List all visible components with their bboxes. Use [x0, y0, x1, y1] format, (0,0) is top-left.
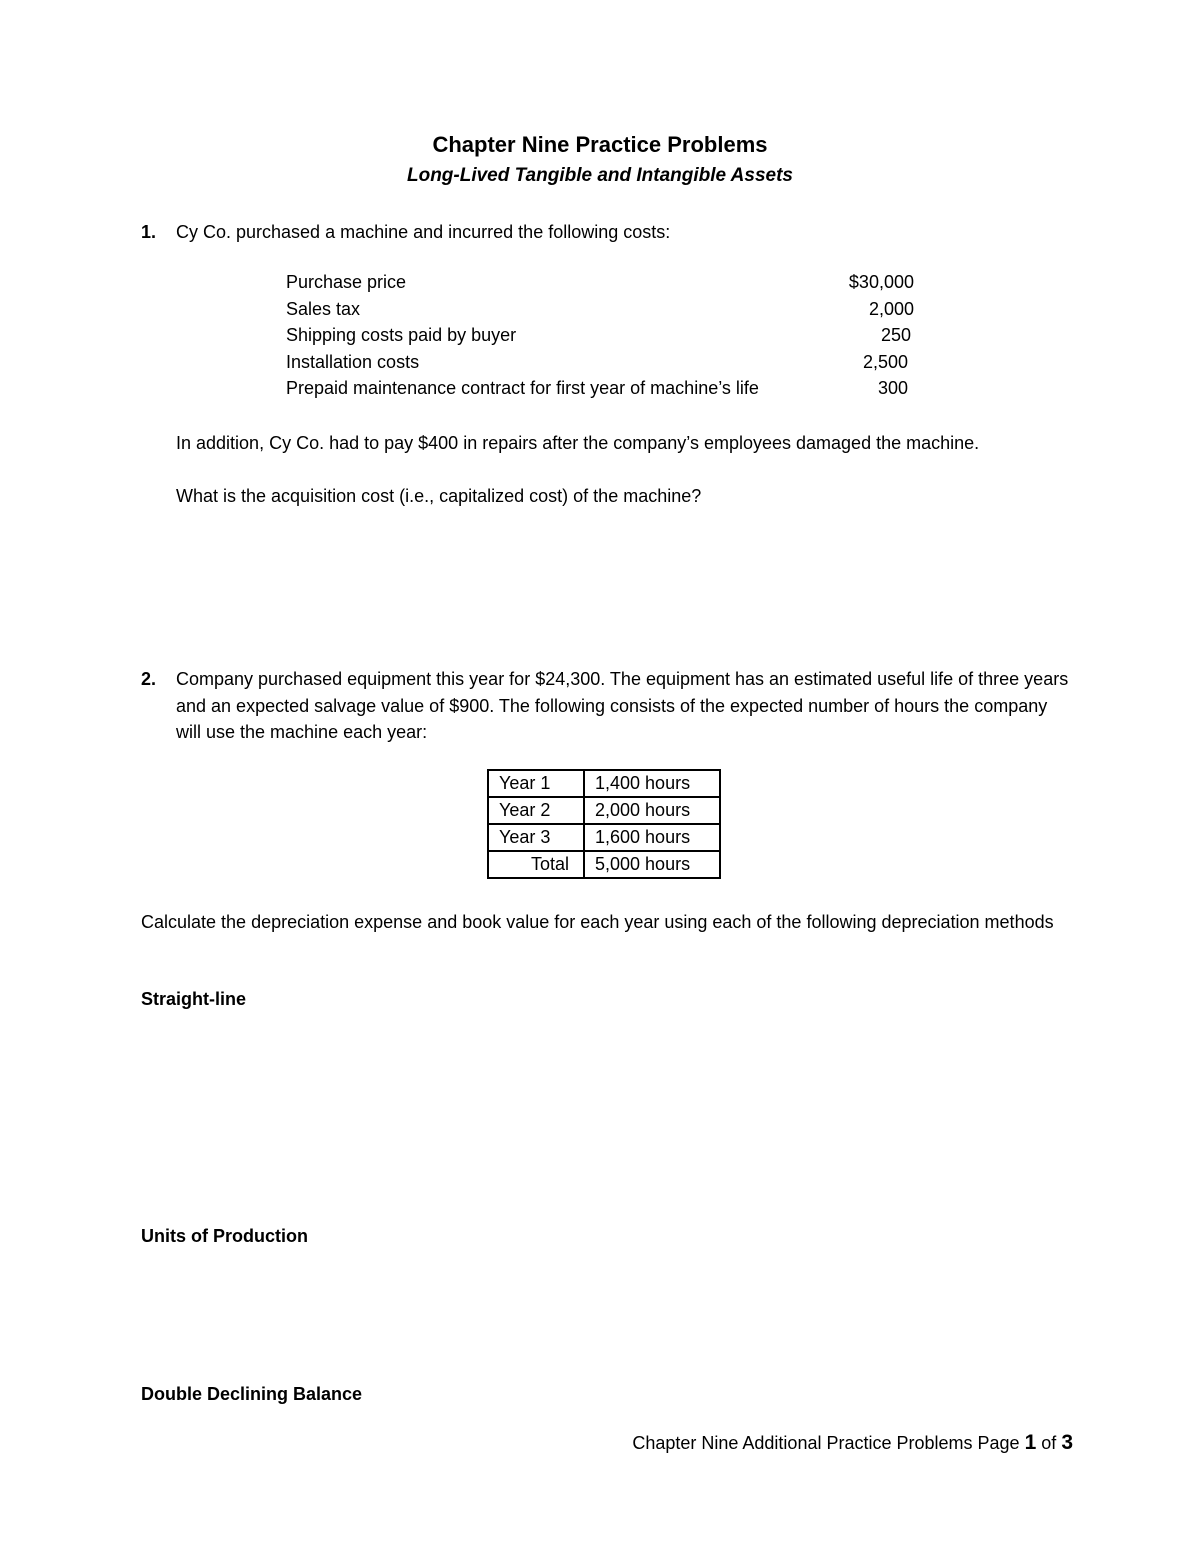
problem-1-addition: In addition, Cy Co. had to pay $400 in repairs after the company’s employees damaged the machine. [176, 433, 980, 453]
total-label-cell: Total [488, 851, 584, 878]
year-cell: Year 3 [488, 824, 584, 851]
problem-1-number: 1. [141, 222, 157, 242]
page-footer [632, 1431, 1073, 1455]
cost-value: 300 [877, 378, 908, 398]
hours-cell: 1,400 hours [584, 770, 720, 797]
problem-1-question: What is the acquisition cost (i.e., capitalized cost) of the machine? [176, 486, 702, 506]
problem-2-text: Company purchased equipment this year for $24,300. The equipment has an estimated useful life of three years and an expected salvage value of $900. The following consists of the expected number of hours the company will use the machine each year: [176, 669, 1069, 742]
footer-page-total: 3 [1061, 1431, 1073, 1454]
page-subtitle: Long-Lived Tangible and Intangible Assets [406, 165, 793, 186]
year-cell: Year 1 [488, 770, 584, 797]
table-row [488, 770, 720, 797]
footer-of: of [1041, 1433, 1057, 1453]
cost-label: Installation costs [286, 352, 420, 372]
problem-1-intro: Cy Co. purchased a machine and incurred the following costs: [176, 222, 671, 242]
problem-2-number: 2. [141, 669, 157, 689]
cost-value: $30,000 [848, 272, 914, 292]
footer-text: Chapter Nine Additional Practice Problems Page [632, 1433, 1020, 1453]
cost-value: 2,000 [868, 299, 914, 319]
problem-2-instruction: Calculate the depreciation expense and book value for each year using each of the following depreciation methods [141, 912, 1054, 932]
hours-cell: 2,000 hours [584, 797, 720, 824]
hours-cell: 1,600 hours [584, 824, 720, 851]
total-hours-cell: 5,000 hours [584, 851, 720, 878]
table-row [488, 797, 720, 824]
method-heading-double-declining: Double Declining Balance [141, 1384, 363, 1404]
year-cell: Year 2 [488, 797, 584, 824]
table-row [488, 824, 720, 851]
cost-label: Purchase price [286, 272, 407, 292]
page-title: Chapter Nine Practice Problems [432, 132, 768, 157]
table-row [488, 851, 720, 878]
cost-label: Shipping costs paid by buyer [286, 325, 517, 345]
cost-value: 2,500 [862, 352, 908, 372]
cost-label: Prepaid maintenance contract for first year of machine’s life [286, 378, 759, 398]
cost-label: Sales tax [286, 299, 361, 319]
method-heading-units-of-production: Units of Production [141, 1226, 308, 1246]
method-heading-straight-line: Straight-line [141, 989, 247, 1009]
cost-value: 250 [880, 325, 911, 345]
footer-page-number: 1 [1024, 1431, 1037, 1454]
hours-table [487, 769, 721, 879]
